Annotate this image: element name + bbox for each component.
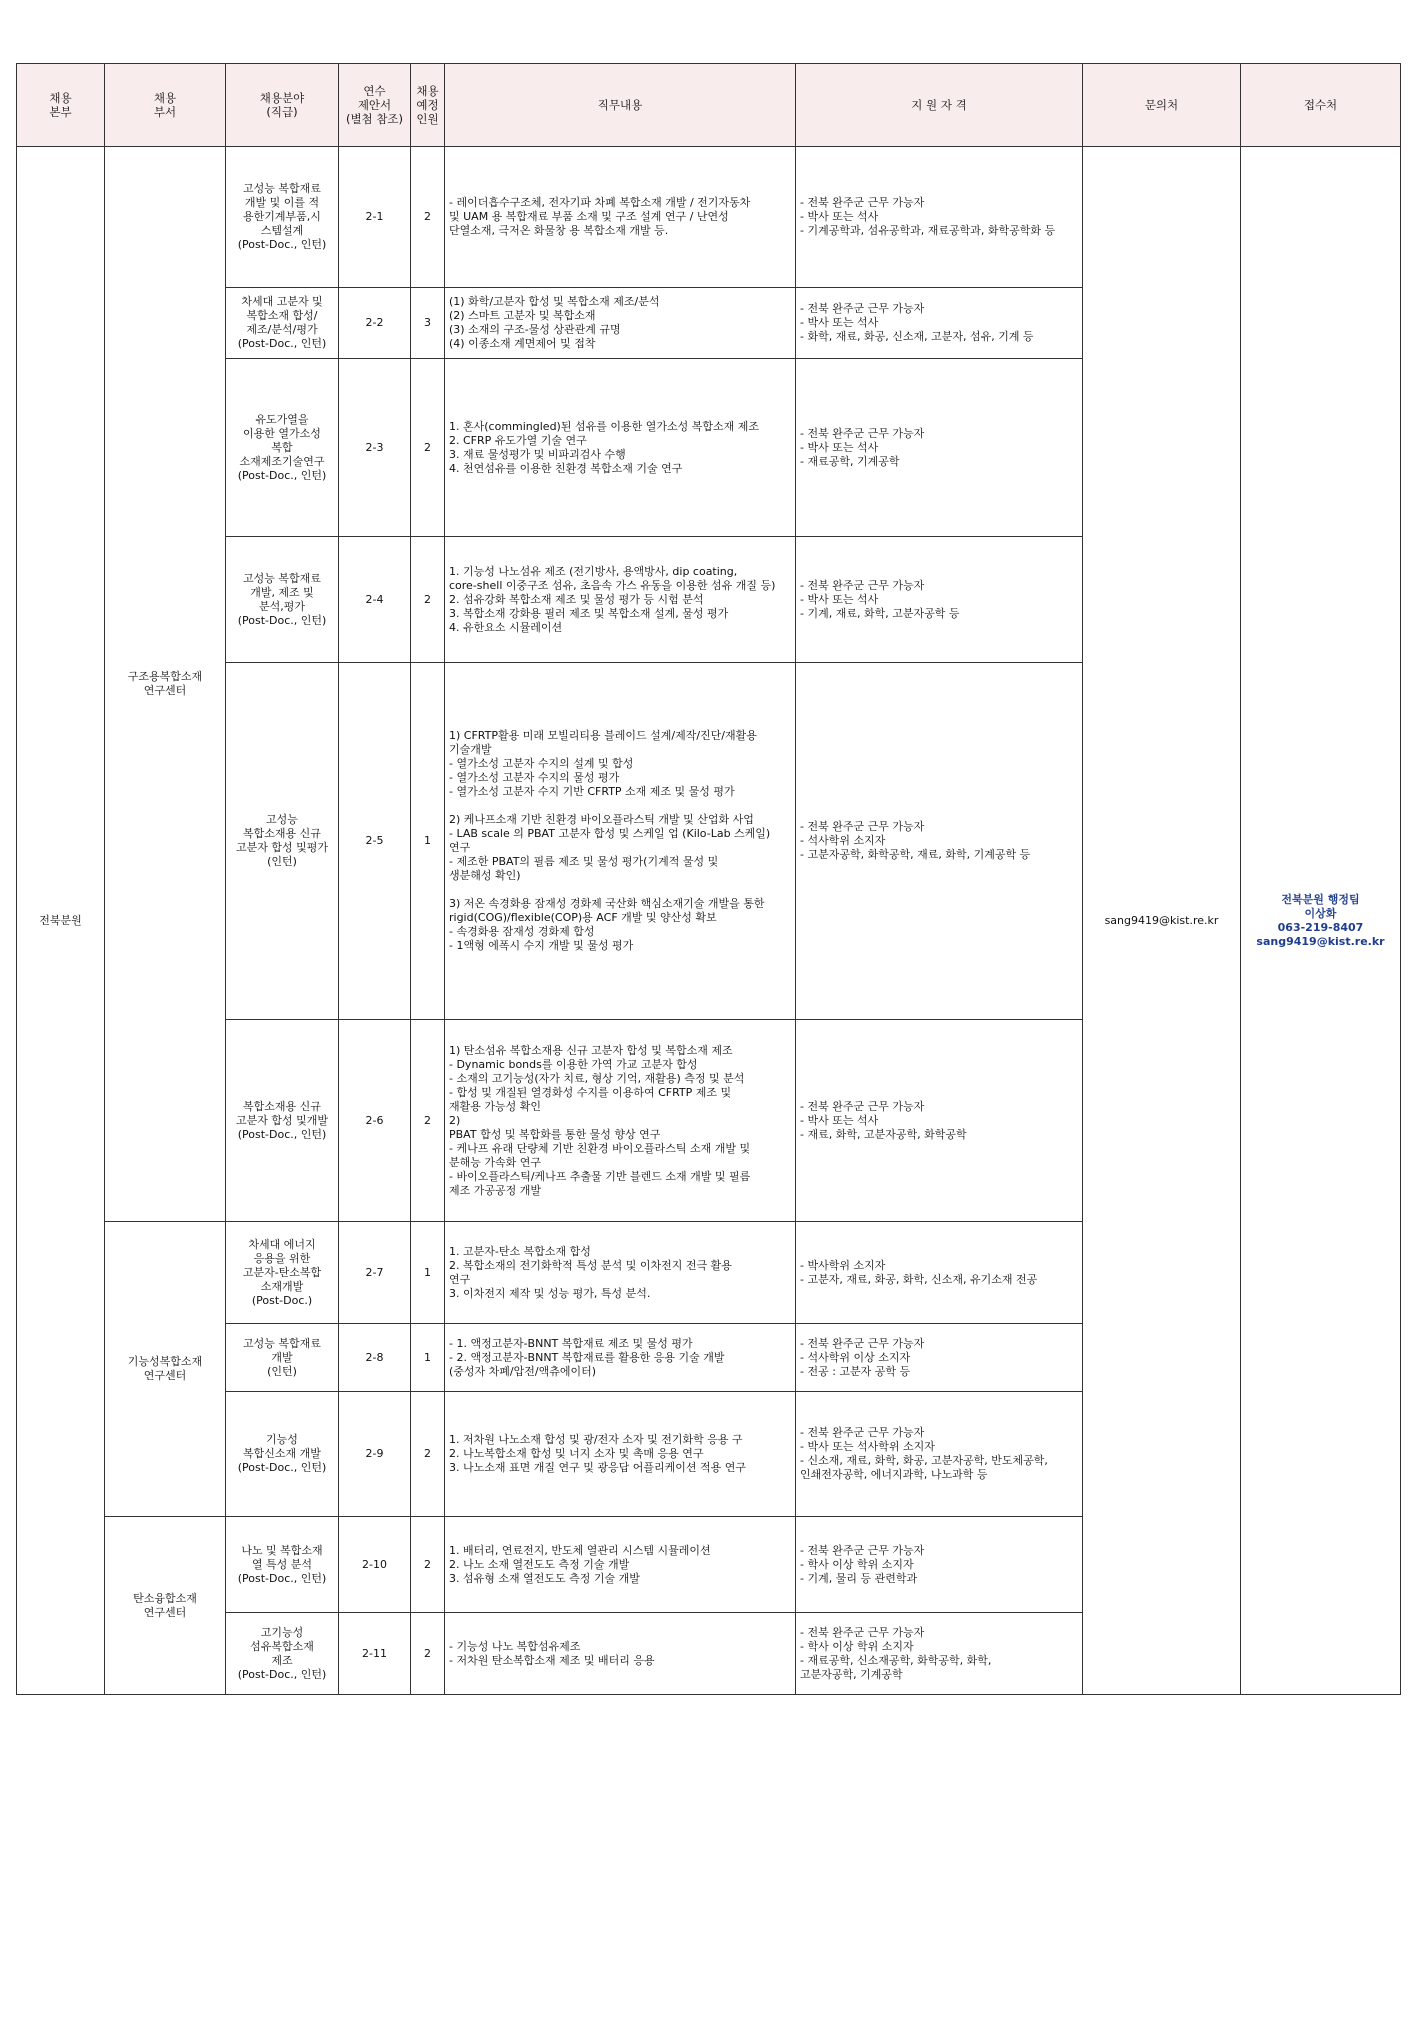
code-cell: 2-10 [339, 1517, 411, 1613]
code-cell: 2-2 [339, 288, 411, 359]
header-dept: 채용 부서 [105, 64, 226, 147]
field-cell: 고성능 복합재료 개발 및 이를 적 용한기계부품,시 스템설계 (Post-Doc., 인턴) [226, 147, 339, 288]
dept-cell: 구조용복합소재 연구센터 [105, 147, 226, 1222]
count-cell: 1 [411, 663, 445, 1020]
count-cell: 2 [411, 147, 445, 288]
header-row [17, 64, 1401, 147]
code-cell: 2-4 [339, 537, 411, 663]
qual-cell: - 전북 완주군 근무 가능자 - 석사학위 이상 소지자 - 전공 : 고분자 공학 등 [796, 1324, 1083, 1392]
field-cell: 차세대 고분자 및 복합소재 합성/ 제조/분석/평가 (Post-Doc., 인턴) [226, 288, 339, 359]
field-cell: 고성능 복합재료 개발 (인턴) [226, 1324, 339, 1392]
qual-cell: - 전북 완주군 근무 가능자 - 박사 또는 석사 - 화학, 재료, 화공, 신소재, 고분자, 섬유, 기계 등 [796, 288, 1083, 359]
field-cell: 고기능성 섬유복합소재 제조 (Post-Doc., 인턴) [226, 1613, 339, 1695]
code-cell: 2-8 [339, 1324, 411, 1392]
duty-cell: 1. 배터리, 연료전지, 반도체 열관리 시스템 시뮬레이션 2. 나노 소재 열전도도 측정 기술 개발 3. 섬유형 소재 열전도도 측정 기술 개발 [445, 1517, 796, 1613]
header-field: 채용분야 (직급) [226, 64, 339, 147]
table-row [17, 147, 1401, 288]
header-qual: 지 원 자 격 [796, 64, 1083, 147]
duty-cell: 1) 탄소섬유 복합소재용 신규 고분자 합성 및 복합소재 제조 - Dynamic bonds를 이용한 가역 가교 고분자 합성 - 소재의 고기능성(자가 치료, 형상 기억, 재활용) 측정 및 분석 - 합성 및 개질된 열경화성 수지를 이용하여 CFRTP 제조 및 재활용 가능성 확인 2) PBAT 합성 및 복합화를 통한 물성 향상 연구 - 케나프 유래 단량체 기반 친환경 바이오플라스틱 소재 개발 및 분해능 가속화 연구 - 바이오플라스틱/케나프 추출물 기반 블렌드 소재 개발 및 필름 제조 가공공정 개발 [445, 1020, 796, 1222]
duty-cell: - 1. 액정고분자-BNNT 복합재료 제조 및 물성 평가 - 2. 액정고분자-BNNT 복합재료를 활용한 응용 기술 개발 (중성자 차폐/압전/액츄에이터) [445, 1324, 796, 1392]
qual-cell: - 전북 완주군 근무 가능자 - 박사 또는 석사 - 기계공학과, 섬유공학과, 재료공학과, 화학공학화 등 [796, 147, 1083, 288]
header-contact: 문의처 [1083, 64, 1241, 147]
count-cell: 2 [411, 537, 445, 663]
code-cell: 2-5 [339, 663, 411, 1020]
duty-cell: 1. 저차원 나노소재 합성 및 광/전자 소자 및 전기화학 응용 구 2. 나노복합소재 합성 및 너지 소자 및 촉매 응용 연구 3. 나노소재 표면 개질 연구 및 광응답 어플리케이션 적용 연구 [445, 1392, 796, 1517]
count-cell: 2 [411, 1020, 445, 1222]
recruitment-table [16, 63, 1401, 1695]
reception-phone: 063-219-8407 [1277, 920, 1364, 934]
qual-cell: - 전북 완주군 근무 가능자 - 박사 또는 석사학위 소지자 - 신소재, 재료, 화학, 화공, 고분자공학, 반도체공학, 인쇄전자공학, 에너지과학, 나노과학 등 [796, 1392, 1083, 1517]
hq-cell: 전북분원 [17, 147, 105, 1695]
count-cell: 1 [411, 1222, 445, 1324]
qual-cell: - 전북 완주군 근무 가능자 - 박사 또는 석사 - 기계, 재료, 화학, 고분자공학 등 [796, 537, 1083, 663]
field-cell: 고성능 복합소재용 신규 고분자 합성 및평가 (인턴) [226, 663, 339, 1020]
duty-cell: 1. 기능성 나노섬유 제조 (전기방사, 용액방사, dip coating, core-shell 이중구조 섬유, 초음속 가스 유동을 이용한 섬유 개질 등) 2. 섬유강화 복합소재 제조 및 물성 평가 등 시험 분석 3. 복합소재 강화용 필러 제조 및 복합소재 설계, 물성 평가 4. 유한요소 시뮬레이션 [445, 537, 796, 663]
code-cell: 2-11 [339, 1613, 411, 1695]
header-reception: 접수처 [1241, 64, 1401, 147]
field-cell: 나노 및 복합소재 열 특성 분석 (Post-Doc., 인턴) [226, 1517, 339, 1613]
header-hq: 채용 본부 [17, 64, 105, 147]
count-cell: 2 [411, 359, 445, 537]
reception-cell [1241, 147, 1401, 1695]
count-cell: 1 [411, 1324, 445, 1392]
field-cell: 기능성 복합신소재 개발 (Post-Doc., 인턴) [226, 1392, 339, 1517]
code-cell: 2-6 [339, 1020, 411, 1222]
count-cell: 2 [411, 1392, 445, 1517]
field-cell: 차세대 에너지 응용을 위한 고분자-탄소복합 소재개발 (Post-Doc.) [226, 1222, 339, 1324]
duty-cell: - 레이더흡수구조체, 전자기파 차폐 복합소재 개발 / 전기자동차 및 UAM 용 복합재료 부품 소재 및 구조 설계 연구 / 난연성 단열소재, 극저온 화물창 용 복합소재 개발 등. [445, 147, 796, 288]
count-cell: 2 [411, 1517, 445, 1613]
duty-cell: 1. 혼사(commingled)된 섬유를 이용한 열가소성 복합소재 제조 2. CFRP 유도가열 기술 연구 3. 재료 물성평가 및 비파괴검사 수행 4. 천연섬유를 이용한 친환경 복합소재 기술 연구 [445, 359, 796, 537]
contact-cell: sang9419@kist.re.kr [1083, 147, 1241, 1695]
dept-cell: 기능성복합소재 연구센터 [105, 1222, 226, 1517]
code-cell: 2-7 [339, 1222, 411, 1324]
field-cell: 고성능 복합재료 개발, 제조 및 분석,평가 (Post-Doc., 인턴) [226, 537, 339, 663]
qual-cell: - 전북 완주군 근무 가능자 - 박사 또는 석사 - 재료공학, 기계공학 [796, 359, 1083, 537]
header-count: 채용 예정 인원 [411, 64, 445, 147]
code-cell: 2-3 [339, 359, 411, 537]
qual-cell: - 전북 완주군 근무 가능자 - 석사학위 소지자 - 고분자공학, 화학공학, 재료, 화학, 기계공학 등 [796, 663, 1083, 1020]
reception-email: sang9419@kist.re.kr [1256, 934, 1385, 948]
qual-cell: - 전북 완주군 근무 가능자 - 학사 이상 학위 소지자 - 재료공학, 신소재공학, 화학공학, 화학, 고분자공학, 기계공학 [796, 1613, 1083, 1695]
qual-cell: - 박사학위 소지자 - 고분자, 재료, 화공, 화학, 신소재, 유기소재 전공 [796, 1222, 1083, 1324]
code-cell: 2-1 [339, 147, 411, 288]
header-proposal: 연수 제안서 (별첨 참조) [339, 64, 411, 147]
qual-cell: - 전북 완주군 근무 가능자 - 박사 또는 석사 - 재료, 화학, 고분자공학, 화학공학 [796, 1020, 1083, 1222]
reception-team: 전북분원 행정팀 [1281, 892, 1360, 906]
field-cell: 유도가열을 이용한 열가소성 복합 소재제조기술연구 (Post-Doc., 인턴) [226, 359, 339, 537]
header-duty: 직무내용 [445, 64, 796, 147]
qual-cell: - 전북 완주군 근무 가능자 - 학사 이상 학위 소지자 - 기계, 물리 등 관련학과 [796, 1517, 1083, 1613]
duty-cell: 1) CFRTP활용 미래 모빌리티용 블레이드 설계/제작/진단/재활용 기술개발 - 열가소성 고분자 수지의 설계 및 합성 - 열가소성 고분자 수지의 물성 평가 - 열가소성 고분자 수지 기반 CFRTP 소재 제조 및 물성 평가 2) 케나프소재 기반 친환경 바이오플라스틱 개발 및 산업화 사업 - LAB scale 의 PBAT 고분자 합성 및 스케일 업 (Kilo-Lab 스케일) 연구 - 제조한 PBAT의 필름 제조 및 물성 평가(기계적 물성 및 생분해성 확인) 3) 저온 속경화용 잠재성 경화제 국산화 핵심소재기술 개발을 통한 rigid(COG)/flexible(COP)용 ACF 개발 및 양산성 확보 - 속경화용 잠재성 경화제 합성 - 1액형 에폭시 수지 개발 및 물성 평가 [445, 663, 796, 1020]
dept-cell: 탄소융합소재 연구센터 [105, 1517, 226, 1695]
count-cell: 3 [411, 288, 445, 359]
duty-cell: (1) 화학/고분자 합성 및 복합소재 제조/분석 (2) 스마트 고분자 및 복합소재 (3) 소재의 구조-물성 상관관계 규명 (4) 이종소재 계면제어 및 접착 [445, 288, 796, 359]
field-cell: 복합소재용 신규 고분자 합성 및개발 (Post-Doc., 인턴) [226, 1020, 339, 1222]
duty-cell: - 기능성 나노 복합섬유제조 - 저차원 탄소복합소재 제조 및 배터리 응용 [445, 1613, 796, 1695]
code-cell: 2-9 [339, 1392, 411, 1517]
duty-cell: 1. 고분자-탄소 복합소재 합성 2. 복합소재의 전기화학적 특성 분석 및 이차전지 전극 활용 연구 3. 이차전지 제작 및 성능 평가, 특성 분석. [445, 1222, 796, 1324]
count-cell: 2 [411, 1613, 445, 1695]
reception-person: 이상화 [1304, 906, 1337, 920]
